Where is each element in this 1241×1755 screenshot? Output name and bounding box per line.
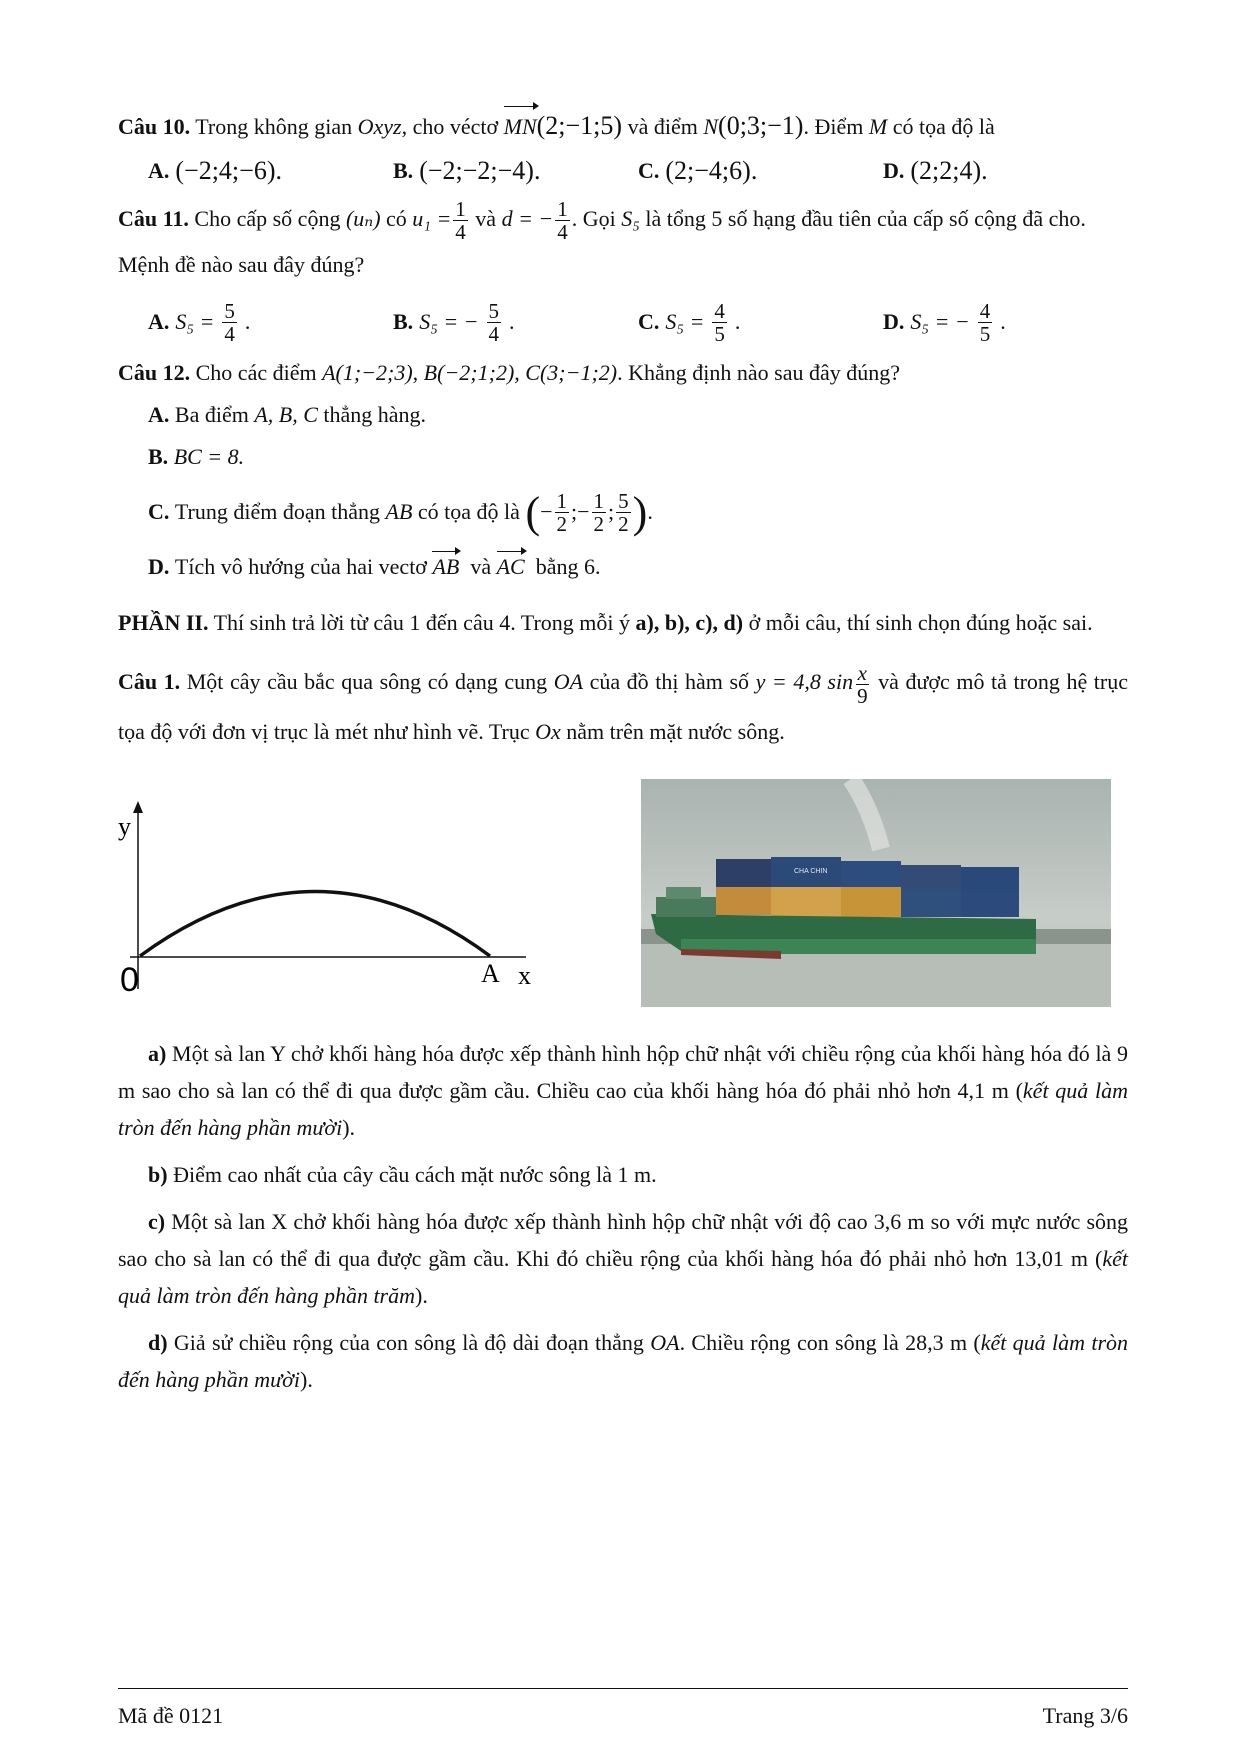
question-10: Câu 10. Trong không gian Oxyz, cho véctơ MN(2;−1;5) và điểm N(0;3;−1). Điểm M có tọa độ là xyxy=(118,108,1128,145)
option-b[interactable]: B. S₅ = − $\frac{5}{4}$ . xyxy=(393,298,515,346)
figures xyxy=(118,779,1128,1019)
x-axis-label: x xyxy=(518,961,531,991)
vector-ac: AC xyxy=(496,554,525,580)
bridge-graph xyxy=(118,799,538,999)
question-label: Câu 10. xyxy=(118,114,191,139)
option-c[interactable]: C. S₅ = $\frac{4}{5}$ . xyxy=(638,298,741,346)
option-a[interactable]: A. Ba điểm A, B, C thẳng hàng. xyxy=(148,402,427,428)
origin-label: 0 xyxy=(120,961,139,1000)
option-b[interactable]: B. (−2;−2;−4). xyxy=(393,156,541,185)
option-c[interactable]: C. (2;−4;6). xyxy=(638,156,758,185)
barge-photo xyxy=(641,779,1111,1007)
exam-page xyxy=(118,108,1128,1408)
option-b[interactable]: B. BC = 8. xyxy=(148,444,245,470)
question-label: Câu 1. xyxy=(118,669,181,695)
option-c[interactable]: C. Trung điểm đoạn thẳng AB có tọa độ là ( − $\frac{1}{2}$ ;− $\frac{1}{2}$ ; $\frac{5}{2}$ ) . xyxy=(148,487,653,537)
option-d[interactable]: D. Tích vô hướng của hai vectơ AB và AC bằng 6. xyxy=(148,554,601,580)
answer-options xyxy=(118,295,1128,349)
exam-code: Mã đề 0121 xyxy=(118,1703,224,1728)
question-1: Câu 1. Một cây cầu bắc qua sông có dạng cung OA của đồ thị hàm số y = 4,8 sin $\frac{x}{9}$ và được mô tả trong hệ trục tọa độ với đơn vị trục là mét như hình vẽ. Trục Ox nằm trên mặt nước sông. xyxy=(118,660,1129,745)
page-footer xyxy=(118,1688,1128,1729)
fraction: $\frac{1}{4}$ xyxy=(455,197,466,245)
part-2-instructions: PHẦN II. Thí sinh trả lời từ câu 1 đến câu 4. Trong mỗi ý a), b), c), d) ở mỗi câu, thí sinh chọn đúng hoặc sai. xyxy=(118,610,1093,636)
vector-ab: AB xyxy=(432,554,460,580)
option-d[interactable]: D. S₅ = − $\frac{4}{5}$ . xyxy=(883,298,1006,346)
option-d[interactable]: D. (2;2;4). xyxy=(883,156,988,185)
option-a[interactable]: A. S₅ = $\frac{5}{4}$ . xyxy=(148,298,251,346)
question-11: Câu 11. Cho cấp số cộng (uₙ) có u₁ = $\frac{1}{4}$ và d = − $\frac{1}{4}$ . Gọi S₅ là tổng 5 số hạng đầu tiên của cấp số cộng đã cho. Mệnh đề nào sau đây đúng? xyxy=(118,197,1086,278)
point-a-label: A xyxy=(481,959,500,989)
question-label: Câu 11. xyxy=(118,206,189,231)
statement-d[interactable]: d) Giả sử chiều rộng của con sông là độ dài đoạn thẳng OA. Chiều rộng con sông là 28,3 m (kết quả làm tròn đến hàng phần mười). xyxy=(118,1330,1129,1393)
statement-a[interactable]: a) Một sà lan Y chở khối hàng hóa được xếp thành hình hộp chữ nhật với chiều rộng của khối hàng hóa đó là 9 m sao cho sà lan có thể đi qua được gầm cầu. Chiều cao của khối hàng hóa đó phải nhỏ hơn 4,1 m (kết quả làm tròn đến hàng phần mười). xyxy=(118,1041,1129,1141)
answer-options xyxy=(118,151,1128,191)
y-axis-label: y xyxy=(118,812,131,842)
question-12: Câu 12. Cho các điểm A(1;−2;3), B(−2;1;2), C(3;−1;2). Khẳng định nào sau đây đúng? xyxy=(118,360,900,386)
question-label: Câu 12. xyxy=(118,360,191,386)
page-number: Trang 3/6 xyxy=(1042,1703,1128,1728)
vector-mn: MN xyxy=(504,109,537,145)
container-label: CHA CHIN xyxy=(794,868,828,876)
option-a[interactable]: A. (−2;4;−6). xyxy=(148,156,282,185)
statement-b[interactable]: b) Điểm cao nhất của cây cầu cách mặt nước sông là 1 m. xyxy=(148,1162,657,1188)
statement-c[interactable]: c) Một sà lan X chở khối hàng hóa được xếp thành hình hộp chữ nhật với độ cao 3,6 m so với mực nước sông sao cho sà lan có thể đi qua được gầm cầu. Khi đó chiều rộng của khối hàng hóa đó phải nhỏ hơn 13,01 m (kết quả làm tròn đến hàng phần trăm). xyxy=(118,1209,1129,1309)
fraction: $\frac{1}{4}$ xyxy=(557,197,568,245)
